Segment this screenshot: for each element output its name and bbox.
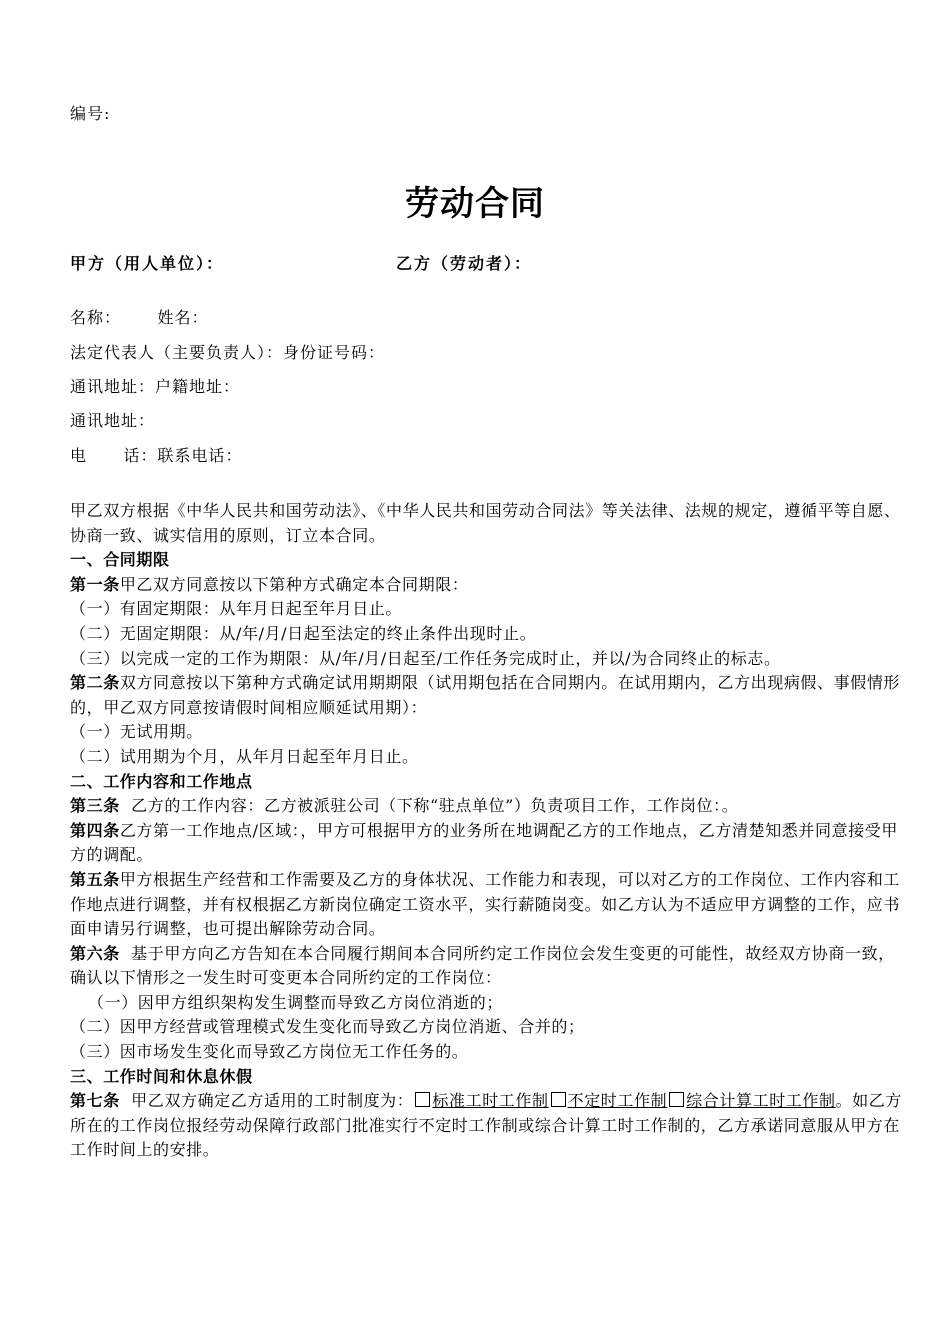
option-label: 不定时工作制 [567,1091,668,1111]
list-item: （二）试用期为个月，从年月日起至年月日止。 [70,746,419,766]
info-line-name: 名称： 姓名： [70,308,209,327]
article-2 [70,671,910,720]
article-label: 第六条 [70,943,120,963]
article-text: 基于甲方向乙方告知在本合同履行期间本合同所约定工作岗位会发生变更的可能性，故经双方协商一致，确认以下情形之一发生时可变更本合同所约定的工作岗位： [70,943,895,988]
work-hours-options [413,1091,835,1110]
article-text: 甲乙双方同意按以下第种方式确定本合同期限： [119,574,469,594]
doc-number-label: 编号: [70,104,111,123]
article-label: 第二条 [70,673,120,693]
article-7 [70,1089,910,1163]
section-heading-hours: 三、工作时间和休息休假 [70,1066,253,1086]
article-label: 第三条 [70,796,120,816]
checkbox-flexible-hours[interactable] [551,1092,566,1107]
checkbox-standard-hours[interactable] [415,1092,430,1107]
article-text: 乙方第一工作地点/区域：，甲方可根据甲方的业务所在地调配乙方的工作地点，乙方清楚知悉并同意接受甲方的调配。 [70,820,899,865]
article-1 [70,573,910,598]
info-line-representative: 法定代表人（主要负责人）：身份证号码： [70,343,386,362]
info-line-address: 通讯地址：户籍地址： [70,377,241,396]
article-text: 。如乙方所在的工作岗位报经劳动保障行政部门批准实行不定时工作制或综合计算工时工作制的，乙方承诺同意服从甲方在工作时间上的安排。 [70,1091,903,1160]
article-label: 第五条 [70,869,120,889]
article-4 [70,819,910,868]
section-heading-term: 一、合同期限 [70,550,170,570]
list-item: （一）因甲方组织架构发生调整而导致乙方岗位消逝的； [88,992,504,1012]
list-item: （三）因市场发生变化而导致乙方岗位无工作任务的。 [70,1042,469,1062]
info-line-phone: 电 话：联系电话： [70,446,243,465]
article-text: 乙方的工作内容：乙方被派驻公司（下称“驻点单位”）负责项目工作，工作岗位：。 [119,796,739,816]
checkbox-comprehensive-hours[interactable] [669,1092,684,1107]
list-item: （二）无固定期限：从/年/月/日起至法定的终止条件出现时止。 [70,623,537,643]
article-text: 双方同意按以下第种方式确定试用期期限（试用期包括在合同期内。在试用期内，乙方出现病假、事假情形的，甲乙双方同意按请假时间相应顺延试用期）： [70,673,901,717]
option-label: 标准工时工作制 [432,1091,549,1111]
section-heading-work: 二、工作内容和工作地点 [70,771,253,791]
info-line-mailing-address: 通讯地址： [70,411,156,430]
list-item: （三）以完成一定的工作为期限：从/年/月/日起至/工作任务完成时止，并以/为合同终止的标志。 [70,648,781,668]
article-text: 甲乙双方确定乙方适用的工时制度为： [119,1091,414,1111]
article-label: 第七条 [70,1091,120,1111]
contract-body [70,499,910,1163]
page-title: 劳动合同 [405,184,545,224]
list-item: （一）有固定期限：从年月日起至年月日止。 [70,599,403,619]
article-label: 第四条 [70,820,120,840]
list-item: （一）无试用期。 [70,722,203,742]
article-label: 第一条 [70,574,120,594]
list-item: （二）因甲方经营或管理模式发生变化而导致乙方岗位消逝、合并的； [70,1017,585,1037]
article-5 [70,868,910,942]
article-6 [70,942,910,991]
preamble: 甲乙双方根据《中华人民共和国劳动法》、《中华人民共和国劳动合同法》等关法律、法规的规定，遵循平等自愿、协商一致、诚实信用的原则，订立本合同。 [70,501,901,545]
option-label: 综合计算工时工作制 [686,1091,836,1111]
article-3 [70,794,910,819]
party-b-heading: 乙方（劳动者）： [396,254,533,273]
party-a-heading: 甲方（用人单位）： [70,254,225,273]
article-text: 甲方根据生产经营和工作需要及乙方的身体状况、工作能力和表现，可以对乙方的工作岗位、工作内容和工作地点进行调整，并有权根据乙方新岗位确定工资水平，实行薪随岗变。如乙方认为不适应甲方调整的工作，应书面申请另行调整，也可提出解除劳动合同。 [70,869,901,939]
